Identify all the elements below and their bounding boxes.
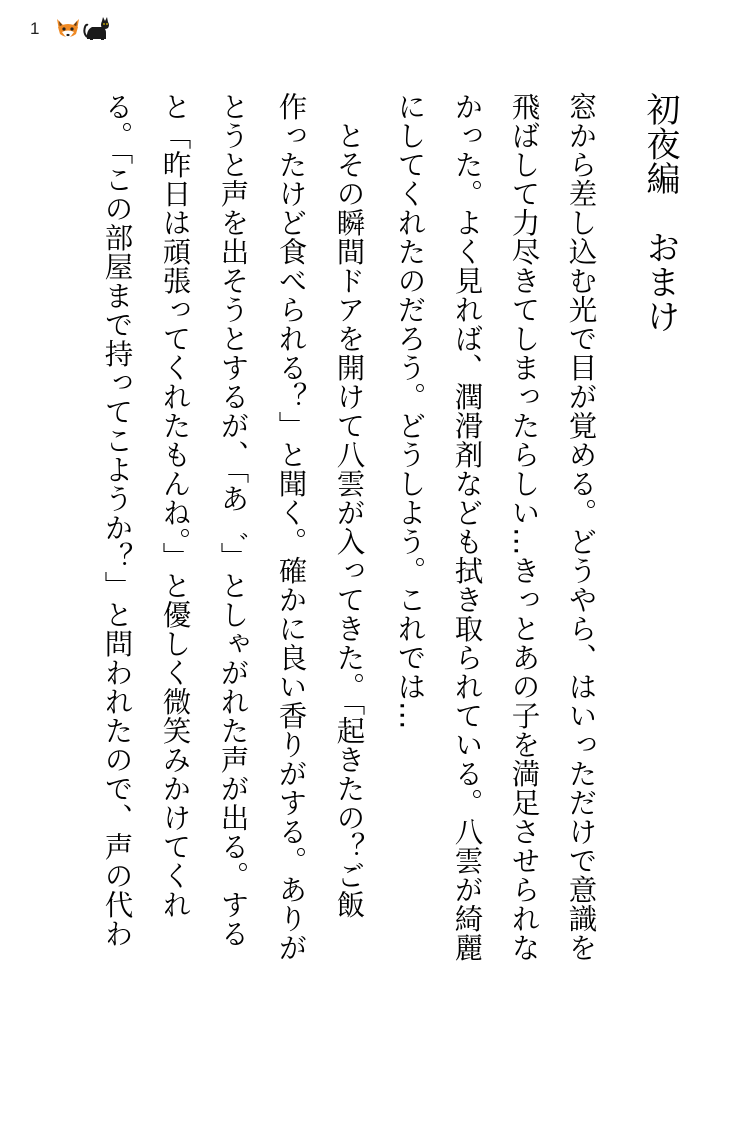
- text-line: 飛ばして力尽きてしまったらしい…きっとあの子を満足させられな: [507, 92, 541, 962]
- chapter-title: 初夜編 おまけ: [640, 92, 680, 334]
- page-number: 1: [30, 19, 40, 38]
- page-header: [30, 14, 111, 44]
- text-line: る。「この部屋まで持ってこようか？」と問われたので、声の代わ: [100, 92, 134, 948]
- text-line: 窓から差し込む光で目が覚める。どうやら、はいっただけで意識を: [564, 92, 598, 962]
- text-line: かった。よく見れば、潤滑剤なども拭き取られている。八雲が綺麗: [450, 92, 484, 962]
- black-cat-icon: [83, 17, 111, 41]
- fox-face-icon: [55, 17, 81, 41]
- text-line: 作ったけど食べられる？」と聞く。確かに良い香りがする。ありが: [274, 92, 308, 962]
- text-line: にしてくれたのだろう。どうしよう。これでは…: [393, 92, 427, 730]
- header-icons: [55, 17, 111, 41]
- text-line: とうと声を出そうとするが、「あ゛」としゃがれた声が出る。する: [216, 92, 250, 948]
- text-line: とその瞬間ドアを開けて八雲が入ってきた。「起きたの？ご飯: [332, 92, 366, 919]
- text-line: と「昨日は頑張ってくれたもんね。」と優しく微笑みかけてくれ: [158, 92, 192, 919]
